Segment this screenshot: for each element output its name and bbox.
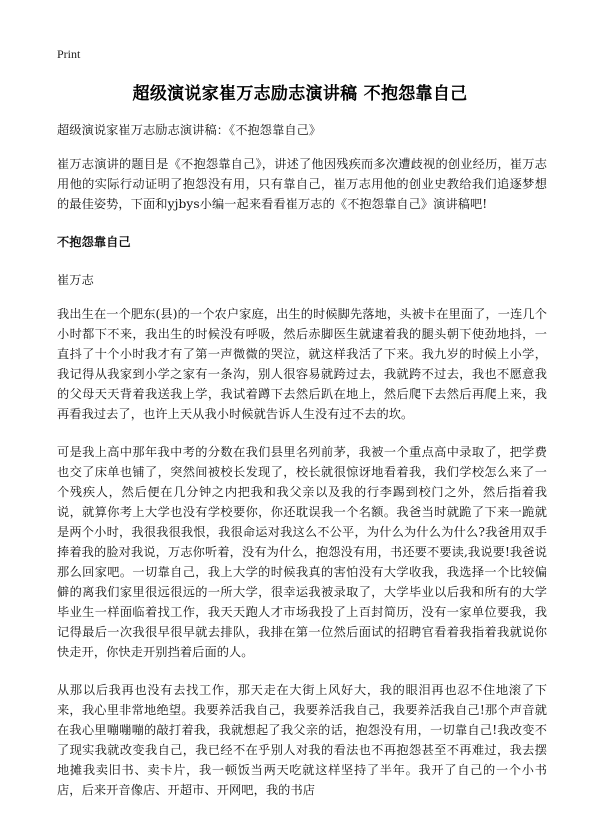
article-subtitle: 超级演说家崔万志励志演讲稿：《不抱怨靠自己》 — [57, 123, 322, 137]
article-body — [57, 120, 547, 818]
article-intro: 崔万志演讲的题目是《不抱怨靠自己》，讲述了他因残疾而多次遭歧视的创业经历，崔万志用他的实际行动证明了抱怨没有用，只有靠自己，崔万志用他的创业史教给我们追逐梦想的最佳姿势，下面和yjbys小编一起来看看崔万志的《不抱怨靠自己》演讲稿吧! — [57, 157, 547, 211]
body-paragraph-2: 可是我上高中那年我中考的分数在我们县里名列前茅，我被一个重点高中录取了，把学费也交了床单也铺了，突然间被校长发现了，校长就很惊讶地看着我，我们学校怎么来了一个残疾人，然后便在几分钟之内把我和我父亲以及我的行李踢到校门之外，然后指着我说，就算你考上大学也没有学校要你，你还耽误我一个名额。我爸当时就跪了下来一跪就是两个小时，我很我很我恨，我很命运对我这么不公平，为什么为什么为什么?我爸用双手捧着我的脸对我说，万志你听着，没有为什么，抱怨没有用，书还要不要读,我说要!我爸说那么回家吧。一切靠自己，我上大学的时候我真的害怕没有大学收我，我选择一个比较偏僻的离我们家里很远很远的一所大学，很幸运我被录取了，大学毕业以后我和所有的大学毕业生一样面临着找工作，我天天跑人才市场我投了上百封简历，没有一家单位要我，我记得最后一次我很早很早就去排队，我排在第一位然后面试的招聘官看着我指着我就说你快走开，你快走开别挡着后面的人。 — [57, 445, 547, 659]
author-name: 崔万志 — [57, 273, 94, 287]
page-title: 超级演说家崔万志励志演讲稿 不抱怨靠自己 — [132, 84, 468, 104]
print-link[interactable]: Print — [57, 47, 81, 61]
body-paragraph-1: 我出生在一个肥东(县)的一个农户家庭，出生的时候脚先落地，头被卡在里面了，一连几个小时都下不来，我出生的时候没有呼吸，然后赤脚医生就逮着我的腿头朝下使劲地抖，一直抖了十个小时我才有了第一声微微的哭泣，就这样我活了下来。我九岁的时候上小学，我记得从我家到小学之家有一条沟，别人很容易就跨过去，我就跨不过去，我也不愿意我的父母天天背着我送我上学，我试着蹲下去然后趴在地上，然后爬下去然后再爬上来，我再看我过去了，也许上天从我小时候就告诉人生没有过不去的坎。 — [57, 307, 547, 421]
body-paragraph-3: 从那以后我再也没有去找工作，那天走在大街上风好大，我的眼泪再也忍不住地滚了下来，我心里非常地绝望。我要养活我自己，我要养活我自己，我要养活我自己!那个声音就在我心里嘣嘣嘣的敲打着我，我就想起了我父亲的话，抱怨没有用，一切靠自己!我改变不了现实我就改变我自己，我已经不在乎别人对我的看法也不再抱怨甚至不再难过，我去摆地摊我卖旧书、卖卡片，我一顿饭当两天吃就这样坚持了半年。我开了自己的一个小书店，后来开音像店、开超市、开网吧，我的书店 — [57, 683, 547, 797]
section-heading: 不抱怨靠自己 — [57, 235, 131, 249]
